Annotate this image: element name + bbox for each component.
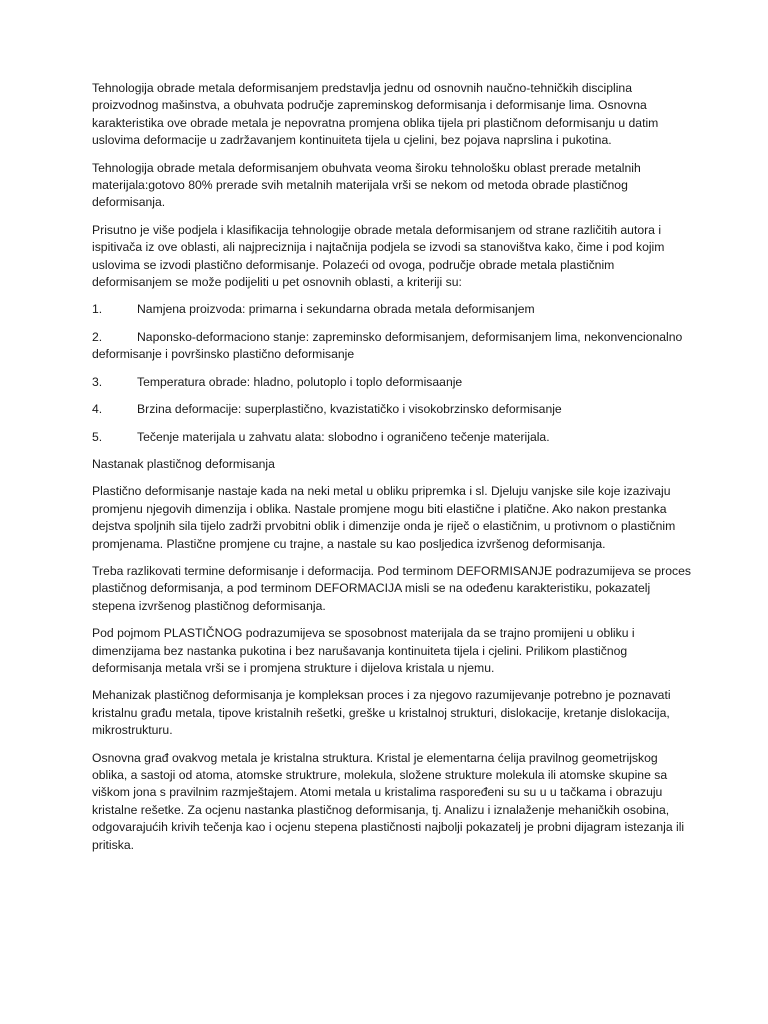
list-number: 3.: [92, 374, 103, 389]
paragraph-plastic-deformation: Plastično deformisanje nastaje kada na neki metal u obliku pripremka i sl. Djeluju vanjske sile koje izazivaju promjenu njegovih dimenzija i oblika. Nastale promjene mogu biti elastične i platične. Ako nakon prestanka dejstva spoljnih sila tijelo zadrži prvobitni oblik i dimenzije onda je riječ o elastičnim, u protivnom o plastičnim promjenama. Plastične promjene cu trajne, a nastale su kao posljedica izvršenog deformisanja.: [92, 484, 676, 551]
list-text: Namjena proizvoda: primarna i sekundarna obrada metala deformisanjem: [137, 302, 535, 317]
list-text: Brzina deformacije: superplastično, kvazistatičko i visokobrzinsko deformisanje: [137, 402, 562, 417]
paragraph-plasticity: Pod pojmom PLASTIČNOG podrazumijeva se sposobnost materijala da se trajno promijeni u obliku i dimenzijama bez nastanka pukotina i bez narušavanja kontinuiteta tijela i cjelini. Prilikom plastičnog deformisanja metala vrši se i promjena strukture i dijelova kristala u njemu.: [92, 626, 635, 675]
list-item: [92, 401, 692, 418]
list-number: 5.: [92, 429, 103, 444]
list-number: 1.: [92, 302, 103, 317]
list-text: Naponsko-deformaciono stanje: zapreminsko deformisanjem, deformisanjem lima, nekonvencionalno deformisanje i površinsko plastično deformisanje: [92, 329, 683, 362]
list-text: Tečenje materijala u zahvatu alata: slobodno i ograničeno tečenje materijala.: [137, 429, 550, 444]
paragraph-scope: Tehnologija obrade metala deformisanjem obuhvata veoma široku tehnološku oblast prerade metalnih materijala:gotovo 80% prerade svih metalnih materijala vrši se nekom od metoda obrade plastičnog deformisanja.: [92, 160, 641, 210]
paragraph-crystal-structure: Osnovna građ ovakvog metala je kristalna struktura. Kristal je elementarna ćelija pravilnog geometrijskog oblika, a sastoji od atoma, atomske struktrure, molekula, složene strukture molekula ili atomske skupine sa viškom jona s pravilnim razmještajem. Atomi metala u kristalima raspoređeni su su u u tačkama i obrazuju kristalne rešetke. Za ocjenu nastanka plastičnog deformisanja, tj. Analizu i iznalaženje mehaničkih osobina, odgovarajućih krivih tečenja kao i ocjenu stepena plastičnosti najbolji pokazatelj je probni dijagram istezanja ili pritiska.: [92, 750, 685, 852]
list-number: 4.: [92, 402, 103, 417]
list-item: [92, 301, 692, 318]
list-item: [92, 374, 692, 391]
list-item: [92, 429, 692, 446]
list-item: [92, 329, 692, 364]
paragraph-intro: Tehnologija obrade metala deformisanjem predstavlja jednu od osnovnih naučno-tehničkih disciplina proizvodnog mašinstva, a obuhvata područje zapreminskog deformisanja i deformisanje lima. Osnovna karakteristika ove obrade metala je nepovratna promjena oblika tijela pri plastičnom deformisanju u datim uslovima deformacije u zadržavanjem kontinuiteta tijela u cjelini, bez pojava naprslina i pukotina.: [92, 81, 659, 148]
paragraph-classification: Prisutno je više podjela i klasifikacija tehnologije obrade metala deformisanjem od strane različitih autora i ispitivača iz ove oblasti, ali najpreciznija i najtačnija podjela se izvodi sa stanovištva kako, čime i pod kojim uslovima se izvodi plastično deformisanje. Polazeći od ovoga, područje obrade metala plastičnim deformisanjem se može podijeliti u pet osnovnih oblasti, a kriteriji su:: [92, 222, 665, 290]
document-page: [92, 80, 692, 864]
section-heading: Nastanak plastičnog deformisanja: [92, 456, 275, 471]
list-text: Temperatura obrade: hladno, polutoplo i toplo deformisaanje: [137, 374, 463, 389]
list-number: 2.: [92, 329, 103, 344]
paragraph-mechanism: Mehanizak plastičnog deformisanja je kompleksan proces i za njegovo razumijevanje potrebno je poznavati kristalnu građu metala, tipove kristalnih rešetki, greške u kristalnoj strukturi, dislokacije, kretanje dislokacija, mikrostrukturu.: [92, 688, 671, 738]
paragraph-terms: Treba razlikovati termine deformisanje i deformacija. Pod terminom DEFORMISANJE podrazumijeva se proces plastičnog deformisanja, a pod terminom DEFORMACIJA misli se na odeđenu karakteristiku, pokazatelj stepena izvršenog plastičnog deformisanja.: [92, 563, 691, 613]
